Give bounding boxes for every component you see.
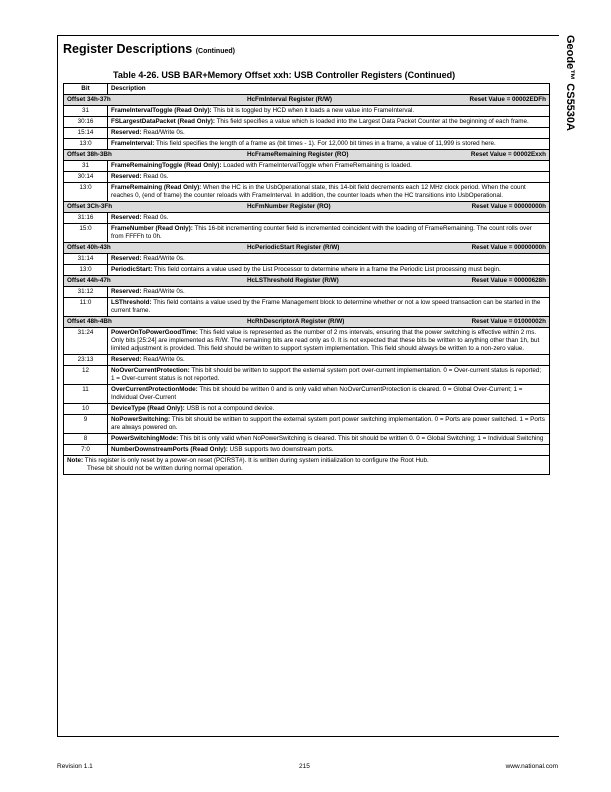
register-offset: Offset 48h-4Bh: [67, 318, 112, 325]
register-field-row: [64, 287, 550, 298]
footer-revision: Revision 1.1: [57, 763, 93, 770]
field-text: Loaded with FrameIntervalToggle when FrameRemaining is loaded.: [221, 162, 412, 169]
register-reset-value: Reset Value = 00000000h: [471, 203, 546, 210]
field-description: [108, 355, 550, 366]
register-offset: Offset 34h-37h: [67, 96, 111, 103]
field-text: This field contains a value used by the List Processor to determine where in a frame the Periodic List processing must begin.: [152, 266, 501, 273]
register-table-body: [64, 95, 550, 456]
field-description: [108, 183, 550, 202]
register-offset: Offset 3Ch-3Fh: [67, 203, 113, 210]
field-description: [108, 328, 550, 355]
register-offset-cell: [64, 276, 550, 287]
register-field-row: [64, 265, 550, 276]
bit-range: 15:0: [64, 224, 108, 243]
bit-range: 12: [64, 366, 108, 385]
register-field-row: [64, 385, 550, 404]
register-field-row: [64, 366, 550, 385]
register-field-row: [64, 117, 550, 128]
register-reset-value: Reset Value = 00002Exxh: [470, 151, 546, 158]
field-name: Reserved:: [111, 173, 142, 180]
register-field-row: [64, 128, 550, 139]
field-text: USB is not a compound device.: [184, 405, 275, 412]
field-description: [108, 128, 550, 139]
field-description: [108, 298, 550, 317]
field-text: Read 0s.: [141, 173, 169, 180]
field-text: Read/Write 0s.: [141, 356, 185, 363]
field-name: PeriodicStart:: [111, 266, 153, 273]
bit-range: 8: [64, 434, 108, 445]
bit-range: 30:16: [64, 117, 108, 128]
register-name: HcFrameRemaining Register (RO): [247, 151, 349, 158]
field-description: [108, 106, 550, 117]
register-offset: Offset 44h-47h: [67, 277, 111, 284]
register-offset: Offset 40h-43h: [67, 244, 111, 251]
field-description: [108, 117, 550, 128]
field-name: PowerSwitchingMode:: [111, 435, 179, 442]
bit-range: 31: [64, 161, 108, 172]
field-description: [108, 415, 550, 434]
field-text: USB supports two downstream ports.: [227, 446, 334, 453]
register-offset-row: [64, 202, 550, 213]
continued-label: (Continued): [195, 48, 235, 55]
bit-range: 13:0: [64, 183, 108, 202]
bit-range: 15:14: [64, 128, 108, 139]
field-name: FrameRemainingToggle (Read Only):: [111, 162, 222, 169]
register-offset: Offset 38h-3Bh: [67, 151, 112, 158]
register-offset-cell: [64, 243, 550, 254]
field-name: Reserved:: [111, 129, 142, 136]
register-reset-value: Reset Value = 01000002h: [471, 318, 546, 325]
field-name: FrameRemaining (Read Only):: [111, 184, 202, 191]
bit-range: 10: [64, 404, 108, 415]
bit-range: 13:0: [64, 265, 108, 276]
register-offset-cell: [64, 317, 550, 328]
bit-column-header: Bit: [64, 84, 108, 95]
bit-range: 31:14: [64, 254, 108, 265]
register-name: HcFmNumber Register (RO): [247, 203, 331, 210]
note-line-2: These bit should not be written during normal operation.: [87, 465, 243, 472]
register-field-row: [64, 355, 550, 366]
bit-range: 7:0: [64, 445, 108, 456]
bit-range: 30:14: [64, 172, 108, 183]
bit-range: 31:24: [64, 328, 108, 355]
bit-range: 13:0: [64, 139, 108, 150]
register-field-row: [64, 172, 550, 183]
register-offset-row: [64, 276, 550, 287]
register-field-row: [64, 161, 550, 172]
bit-range: 31:16: [64, 213, 108, 224]
bit-range: 23:13: [64, 355, 108, 366]
register-name: HcPeriodicStart Register (R/W): [247, 244, 340, 251]
field-text: When the HC is in the UsbOperational state, this 14-bit field decrements each 12 MHz clock period. When the count reaches 0, (end of frame) the counter reloads with FrameInterval. In addition, the counter loads when the HC transitions into UsbOperational.: [111, 184, 526, 199]
table-header-row: [64, 84, 550, 95]
field-name: Reserved:: [111, 214, 142, 221]
field-text: Read 0s.: [141, 214, 169, 221]
register-offset-cell: [64, 95, 550, 106]
register-reset-value: Reset Value = 00002EDFh: [469, 96, 546, 103]
field-name: FSLargestDataPacket (Read Only):: [111, 118, 215, 125]
register-offset-cell: [64, 150, 550, 161]
footer-page-number: 215: [299, 763, 310, 770]
section-title: [63, 42, 235, 56]
register-reset-value: Reset Value = 00000000h: [471, 244, 546, 251]
description-column-header: Description: [108, 84, 550, 95]
field-name: FrameNumber (Read Only):: [111, 225, 193, 232]
register-field-row: [64, 445, 550, 456]
register-field-row: [64, 254, 550, 265]
field-name: NoOverCurrentProtection:: [111, 367, 190, 374]
product-name: Geode™ CS5530A: [564, 35, 576, 131]
register-name: HcFmInterval Register (R/W): [247, 96, 333, 103]
note-label: Note:: [67, 457, 84, 464]
field-text: This bit is only valid when NoPowerSwitching is cleared. This bit should be written 0. 0 = Global Switching; 1 = Individual Switching: [178, 435, 544, 442]
register-field-row: [64, 328, 550, 355]
field-description: [108, 224, 550, 243]
field-description: [108, 172, 550, 183]
register-offset-row: [64, 95, 550, 106]
field-text: This bit is toggled by HCD when it loads a new value into FrameInterval.: [211, 107, 415, 114]
field-description: [108, 265, 550, 276]
bit-range: 9: [64, 415, 108, 434]
register-field-row: [64, 106, 550, 117]
note-row: [64, 456, 550, 475]
register-offset-row: [64, 243, 550, 254]
field-description: [108, 434, 550, 445]
field-name: Reserved:: [111, 288, 142, 295]
field-text: This field value is represented as the number of 2 ms intervals, ensuring that the power switching is effective within 2 ms. Only bits [25:24] are implemented as R/W. The remaining bits are read only as 0. It is not expected that these bits be written to anything other than 1h, but limited adjustment is provided. This field should be written to support system implementation. This field should always be written to a non-zero value.: [111, 329, 540, 352]
register-offset-row: [64, 150, 550, 161]
register-name: HcRhDescriptorA Register (R/W): [247, 318, 345, 325]
field-text: Read/Write 0s.: [141, 255, 185, 262]
field-description: [108, 404, 550, 415]
register-field-row: [64, 139, 550, 150]
register-field-row: [64, 415, 550, 434]
field-text: This field specifies a value which is loaded into the Largest Data Packet Counter at the beginning of each frame.: [214, 118, 529, 125]
field-name: FrameInterval:: [111, 140, 155, 147]
bit-range: 11:0: [64, 298, 108, 317]
field-name: NumberDownstreamPorts (Read Only):: [111, 446, 228, 453]
field-text: This bit should be written 0 and is only valid when NoOverCurrentProtection is cleared. 0 = Global Over-Current; 1 = Individual Over-Current: [111, 386, 523, 401]
footer-url: www.national.com: [505, 763, 558, 770]
register-field-row: [64, 434, 550, 445]
register-offset-row: [64, 317, 550, 328]
section-title-text: Register Descriptions: [63, 42, 193, 56]
field-text: This 16-bit incrementing counter field is incremented coincident with the loading of FrameRemaining. The count rolls over from FFFFh to 0h.: [111, 225, 532, 240]
field-text: Read/Write 0s.: [141, 288, 185, 295]
field-name: PowerOnToPowerGoodTime:: [111, 329, 198, 336]
note-line-1: This register is only reset by a power-on reset (PCIRST#). It is written during system initialization to configure the Root Hub.: [83, 457, 429, 464]
field-name: OverCurrentProtectionMode:: [111, 386, 198, 393]
field-name: Reserved:: [111, 356, 142, 363]
field-description: [108, 445, 550, 456]
field-description: [108, 385, 550, 404]
field-description: [108, 139, 550, 150]
register-field-row: [64, 404, 550, 415]
field-text: This field specifies the length of a frame as (bit times - 1). For 12,000 bit times in a frame, a value of 11,999 is stored here.: [154, 140, 496, 147]
register-table: [63, 83, 550, 475]
side-title: [559, 35, 581, 255]
field-name: DeviceType (Read Only):: [111, 405, 185, 412]
bit-range: 31: [64, 106, 108, 117]
register-name: HcLSThreshold Register (R/W): [247, 277, 339, 284]
register-field-row: [64, 298, 550, 317]
field-description: [108, 366, 550, 385]
note-cell: [64, 456, 550, 475]
field-description: [108, 161, 550, 172]
field-text: This field contains a value used by the Frame Management block to determine whether or not a low speed transaction can be started in the current frame.: [111, 299, 541, 314]
field-name: FrameIntervalToggle (Read Only):: [111, 107, 212, 114]
register-field-row: [64, 183, 550, 202]
field-text: This bit should be written to support the external system port over-current implementation. 0 = Over-current status is reported; 1 = Over-current status is not reported.: [111, 367, 542, 382]
field-text: This bit should be written to support the external system port power switching implementation. 0 = Ports are power switched. 1 = Ports are always powered on.: [111, 416, 545, 431]
field-text: Read/Write 0s.: [141, 129, 185, 136]
field-name: NoPowerSwitching:: [111, 416, 171, 423]
register-field-row: [64, 224, 550, 243]
register-field-row: [64, 213, 550, 224]
register-offset-cell: [64, 202, 550, 213]
field-description: [108, 213, 550, 224]
field-description: [108, 254, 550, 265]
field-name: LSThreshold:: [111, 299, 152, 306]
field-name: Reserved:: [111, 255, 142, 262]
register-reset-value: Reset Value = 00000628h: [471, 277, 546, 284]
table-caption: Table 4-26. USB BAR+Memory Offset xxh: USB Controller Registers (Continued): [113, 70, 456, 80]
field-description: [108, 287, 550, 298]
bit-range: 31:12: [64, 287, 108, 298]
bit-range: 11: [64, 385, 108, 404]
